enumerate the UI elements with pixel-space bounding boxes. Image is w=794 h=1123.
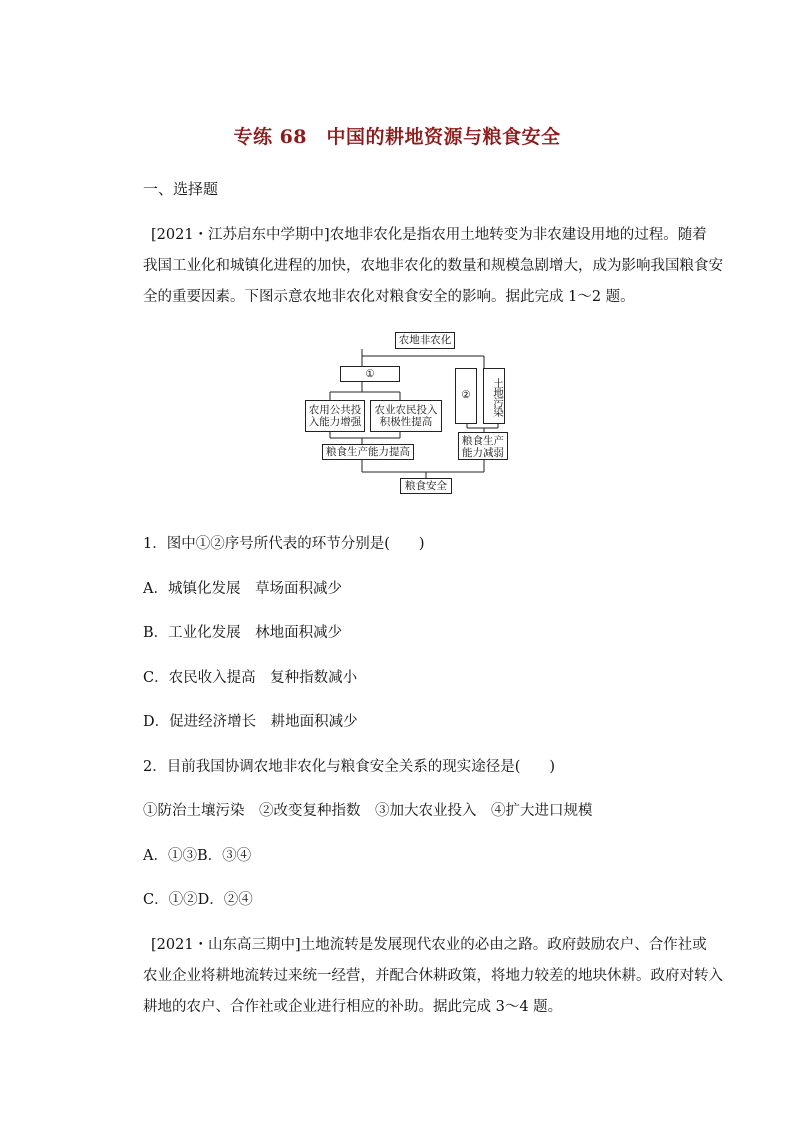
- section-heading: 一、选择题: [143, 180, 219, 198]
- intro2-line-2: 农业企业将耕地流转过来统一经营，并配合休耕政策，将地力较差的地块休耕。政府对转入: [143, 968, 723, 984]
- diagram-box-left-a: 农用公共投入能力增强: [305, 400, 365, 432]
- diagram-box-right-result: 粮食生产能力减弱: [458, 432, 508, 460]
- q2-stem: 2．目前我国协调农地非农化与粮食安全关系的现实途径是( ): [143, 759, 556, 775]
- diagram-box-pollution: 土地污染: [483, 368, 505, 424]
- intro1-line-3: 全的重要因素。下图示意农地非农化对粮食安全的影响。据此完成 1～2 题。: [143, 289, 635, 305]
- diagram-box-top: 农地非农化: [395, 332, 455, 349]
- q1-option-d: D．促进经济增长 耕地面积减少: [143, 714, 358, 730]
- page-title: 专练 68 中国的耕地资源与粮食安全: [233, 126, 561, 148]
- diagram-box-left-b: 农业农民投入积极性提高: [370, 400, 442, 432]
- q2-choices: ①防治土壤污染 ②改变复种指数 ③加大农业投入 ④扩大进口规模: [143, 803, 593, 819]
- intro2-line-1: [2021・山东高三期中]土地流转是发展现代农业的必由之路。政府鼓励农户、合作社或: [151, 937, 707, 953]
- flow-diagram: [300, 328, 520, 496]
- diagram-box-bottom: 粮食安全: [400, 478, 452, 494]
- q2-option-ab: A．①③B．③④: [143, 848, 252, 864]
- q1-option-b: B．工业化发展 林地面积减少: [143, 625, 343, 641]
- q1-stem: 1．图中①②序号所代表的环节分别是( ): [143, 536, 425, 552]
- diagram-box-marker2: ②: [455, 368, 477, 424]
- diagram-box-left-result: 粮食生产能力提高: [322, 444, 414, 460]
- q1-option-c: C．农民收入提高 复种指数减小: [143, 670, 358, 686]
- q1-option-a: A．城镇化发展 草场面积减少: [143, 581, 342, 597]
- intro1-line-2: 我国工业化和城镇化进程的加快，农地非农化的数量和规模急剧增大，成为影响我国粮食安: [143, 258, 723, 274]
- intro2-line-3: 耕地的农户、合作社或企业进行相应的补助。据此完成 3～4 题。: [143, 999, 563, 1015]
- q2-option-cd: C．①②D．②④: [143, 892, 253, 908]
- diagram-box-marker1: ①: [340, 366, 400, 382]
- intro1-line-1: [2021・江苏启东中学期中]农地非农化是指农用土地转变为非农建设用地的过程。随着: [151, 227, 707, 243]
